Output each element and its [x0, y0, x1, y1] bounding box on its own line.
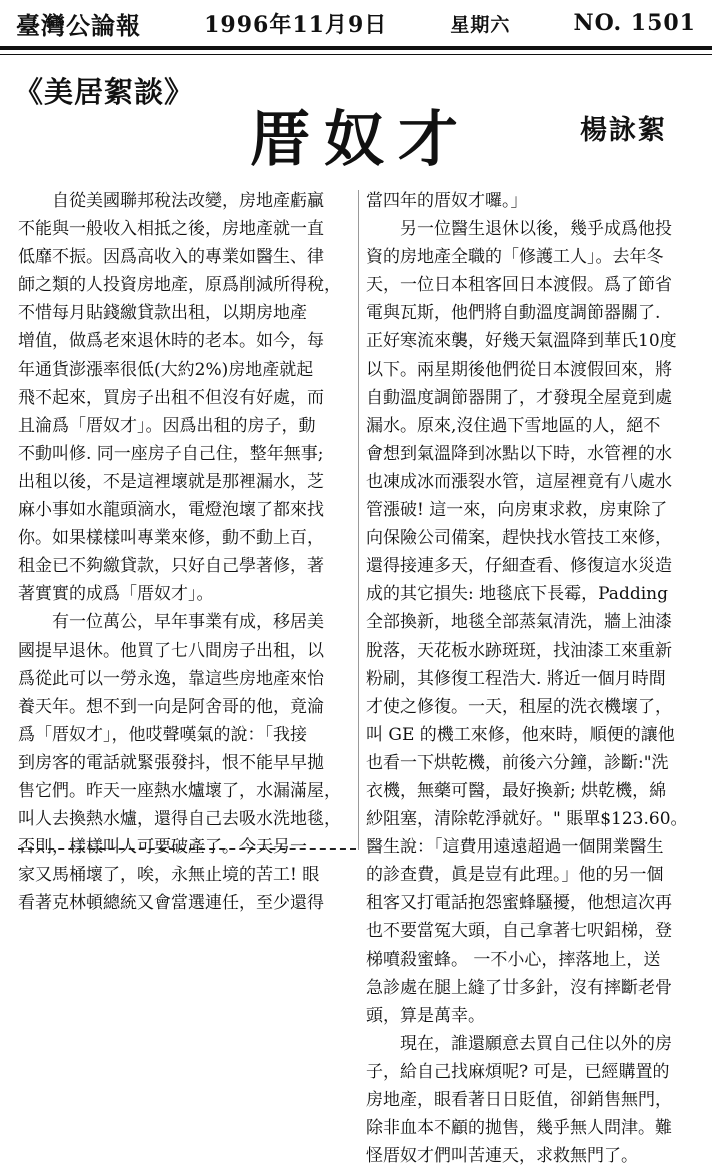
- masthead-rule-thick: [0, 46, 712, 50]
- text-line: 另一位醫生退休以後，幾乎成爲他投: [366, 219, 672, 240]
- text-line: 你。如果樣樣叫專業來修，動不動上百，: [18, 528, 324, 549]
- column-divider: [358, 190, 359, 850]
- text-line: 梯噴殺蜜蜂。 一不小心，摔落地上，送: [366, 949, 661, 970]
- text-line: 怪厝奴才們叫苦連天，求救無門了。: [366, 1146, 638, 1167]
- text-line: 飛不起來，買房子出租不但沒有好處，而: [18, 387, 324, 408]
- text-line: 才使之修復。一天，租屋的洗衣機壞了，: [366, 696, 672, 717]
- text-line: 叫 GE 的機工來修，他來時，順便的讓他: [366, 724, 675, 745]
- paper-name: 臺灣公論報: [16, 10, 141, 40]
- text-line: 叫人去換熱水爐，還得自己去吸水洗地毯，: [18, 809, 341, 830]
- text-line: 當四年的厝奴才囉。」: [366, 191, 528, 211]
- text-line: 漏水。原來,沒住過下雪地區的人，絕不: [366, 415, 661, 436]
- text-line: 急診處在腿上縫了廿多針，沒有摔斷老骨: [366, 977, 672, 998]
- text-line: 出租以後，不是這裡壞就是那裡漏水，芝: [18, 471, 324, 492]
- text-line: 年通貨澎漲率很低(大約2%)房地產就起: [18, 359, 314, 380]
- column-tag: 《美居絮談》: [14, 75, 195, 109]
- text-line: 爲從此可以一勞永逸，靠這些房地產來怡: [18, 668, 324, 689]
- text-line: 看著克林頓總統又會當選連任，至少還得: [18, 893, 324, 914]
- text-line: 房地產，眼看著日日貶值，卻銷售無門，: [366, 1090, 672, 1110]
- text-line: 低靡不振。因爲高收入的專業如醫生、律: [18, 247, 324, 268]
- text-line: 著實實的成爲「厝奴才」。: [18, 584, 214, 605]
- weekday: 星期六: [450, 13, 511, 36]
- text-line: 不能與一般收入相抵之後，房地產就一直: [18, 219, 324, 240]
- text-line: 正好寒流來襲，好幾天氣溫降到華氏10度: [366, 331, 677, 352]
- text-line: 有一位萬公，早年事業有成，移居美: [18, 612, 324, 633]
- text-line: 也看一下烘乾機，前後六分鐘，診斷:"洗: [366, 752, 669, 773]
- text-line: 會想到氣溫降到冰點以下時，水管裡的水: [366, 443, 672, 464]
- issue-number: NO. 1501: [573, 10, 696, 36]
- column-end-rule: [18, 848, 356, 850]
- text-line: 成的其它損失: 地毯底下長霉，Padding: [366, 584, 668, 605]
- article-title: 厝奴才: [250, 105, 472, 175]
- text-line: 脫落，天花板水跡斑斑，找油漆工來重新: [366, 640, 672, 661]
- text-line: 否則，樣樣叫人可要破產了。今天另一: [18, 837, 307, 858]
- text-line: 向保險公司備案，趕快找水管技工來修，: [366, 528, 672, 549]
- text-line: 自從美國聯邦稅法改變，房地產虧贏: [18, 191, 324, 211]
- text-line: 紗阻塞，清除乾淨就好。" 賬單$123.60。: [366, 809, 688, 830]
- text-line: 現在，誰還願意去買自己住以外的房: [366, 1033, 672, 1054]
- text-line: 養天年。想不到一向是阿舍哥的他，竟淪: [18, 696, 324, 717]
- text-line: 還得接連多天，仔細查看、修復這水災造: [366, 556, 672, 577]
- text-line: 家又馬桶壞了，唉，永無止境的苦工! 眼: [18, 865, 320, 886]
- text-line: 麻小事如水龍頭滴水，電燈泡壞了都來找: [18, 500, 324, 521]
- issue-date: 1996年11月9日: [204, 11, 388, 38]
- text-line: 也不要當冤大頭，自己拿著七呎鋁梯，登: [366, 921, 672, 942]
- text-line: 粉刷，其修復工程浩大. 將近一個月時間: [366, 668, 666, 689]
- text-line: 天，一位日本租客回日本渡假。爲了節省: [366, 275, 672, 296]
- masthead-rule-thin: [0, 54, 712, 55]
- text-line: 不動叫修. 同一座房子自己住，整年無事;: [18, 443, 324, 464]
- text-line: 以下。兩星期後他們從日本渡假回來，將: [366, 359, 672, 380]
- text-line: 也凍成冰而漲裂水管，這屋裡竟有八處水: [366, 471, 672, 492]
- text-line: 的診查費，眞是豈有此理。」他的另一個: [366, 865, 664, 886]
- article-column-right: [366, 187, 706, 1170]
- text-line: 全部換新，地毯全部蒸氣清洗，牆上油漆: [366, 612, 672, 633]
- text-line: 到房客的電話就緊張發抖，恨不能早早拋: [18, 752, 324, 773]
- masthead: [0, 0, 712, 46]
- text-line: 租客又打電話抱怨蜜蜂騷擾，他想這次再: [366, 893, 672, 914]
- text-line: 爲「厝奴才」，他哎聲嘆氣的說：「我接: [18, 724, 307, 745]
- text-line: 自動溫度調節器開了，才發現全屋竟到處: [366, 387, 672, 408]
- text-line: 租金已不夠繳貸款，只好自己學著修，著: [18, 556, 324, 577]
- text-line: 頭，算是萬幸。: [366, 1005, 485, 1026]
- text-line: 醫生說：「這費用遠遠超過一個開業醫生: [366, 837, 664, 858]
- text-line: 電與瓦斯，他們將自動溫度調節器關了.: [366, 303, 661, 324]
- text-line: 衣機，無藥可醫，最好換新; 烘乾機，綿: [366, 780, 667, 801]
- byline: 楊詠絮: [580, 115, 667, 146]
- text-line: 增值，做爲老來退休時的老本。如今，每: [18, 331, 324, 352]
- text-line: 管漲破! 這一來，向房東求救，房東除了: [366, 500, 668, 521]
- text-line: 除非血本不顧的拋售，幾乎無人問津。難: [366, 1118, 672, 1139]
- text-line: 師之類的人投資房地產，原爲削減所得稅，: [18, 275, 341, 296]
- text-line: 資的房地產全職的「修護工人」。去年冬: [366, 247, 664, 268]
- text-line: 售它們。昨天一座熱水爐壞了，水漏滿屋，: [18, 780, 341, 801]
- article-column-left: [18, 187, 366, 917]
- text-line: 國提早退休。他買了七八間房子出租，以: [18, 640, 324, 661]
- text-line: 不惜每月貼錢繳貸款出租，以期房地產: [18, 303, 307, 324]
- text-line: 子，給自己找麻煩呢? 可是，已經購置的: [366, 1061, 670, 1082]
- text-line: 且淪爲「厝奴才」。因爲出租的房子，動: [18, 415, 316, 436]
